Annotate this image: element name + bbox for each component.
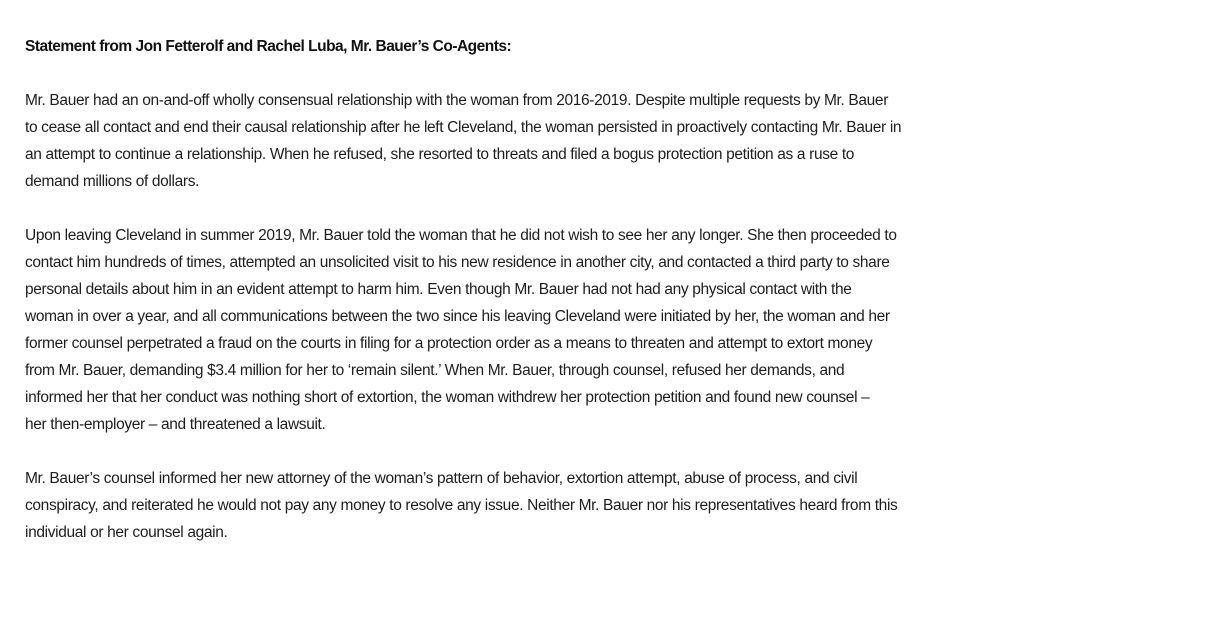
statement-heading: Statement from Jon Fetterolf and Rachel Luba, Mr. Bauer’s Co-Agents:	[25, 38, 512, 55]
paragraph-line: demand millions of dollars.	[25, 173, 200, 190]
paragraph-line: former counsel perpetrated a fraud on the courts in filing for a protection order as a means to threaten and attempt to extort money	[25, 335, 873, 352]
paragraph-line: contact him hundreds of times, attempted an unsolicited visit to his new residence in another city, and contacted a third party to share	[25, 254, 890, 271]
paragraph-line: Mr. Bauer had an on-and-off wholly consensual relationship with the woman from 2016-2019. Despite multiple requests by Mr. Bauer	[25, 92, 889, 109]
paragraph-line: woman in over a year, and all communications between the two since his leaving Cleveland were initiated by her, the woman and her	[25, 308, 890, 325]
paragraph-line: personal details about him in an evident attempt to harm him. Even though Mr. Bauer had not had any physical contact with the	[25, 281, 852, 298]
paragraph-line: conspiracy, and reiterated he would not pay any money to resolve any issue. Neither Mr. Bauer nor his representatives heard from this	[25, 497, 898, 514]
paragraph-2	[25, 222, 1195, 438]
paragraph-3	[25, 465, 1195, 546]
paragraph-line: Mr. Bauer’s counsel informed her new attorney of the woman’s pattern of behavior, extortion attempt, abuse of process, and civil	[25, 470, 858, 487]
paragraph-line: Upon leaving Cleveland in summer 2019, Mr. Bauer told the woman that he did not wish to see her any longer. She then proceeded to	[25, 227, 897, 244]
paragraph-line: individual or her counsel again.	[25, 524, 228, 541]
statement-document	[25, 34, 1195, 546]
paragraph-1	[25, 87, 1195, 195]
paragraph-line: informed her that her conduct was nothing short of extortion, the woman withdrew her protection petition and found new counsel –	[25, 389, 870, 406]
paragraph-line: an attempt to continue a relationship. When he refused, she resorted to threats and filed a bogus protection petition as a ruse to	[25, 146, 855, 163]
paragraph-line: from Mr. Bauer, demanding $3.4 million for her to ‘remain silent.’ When Mr. Bauer, through counsel, refused her demands, and	[25, 362, 845, 379]
paragraph-spacer	[25, 438, 1195, 465]
paragraph-line: her then-employer – and threatened a lawsuit.	[25, 416, 326, 433]
paragraph-spacer	[25, 195, 1195, 222]
paragraph-line: to cease all contact and end their causal relationship after he left Cleveland, the woman persisted in proactively contacting Mr. Bauer in	[25, 119, 902, 136]
